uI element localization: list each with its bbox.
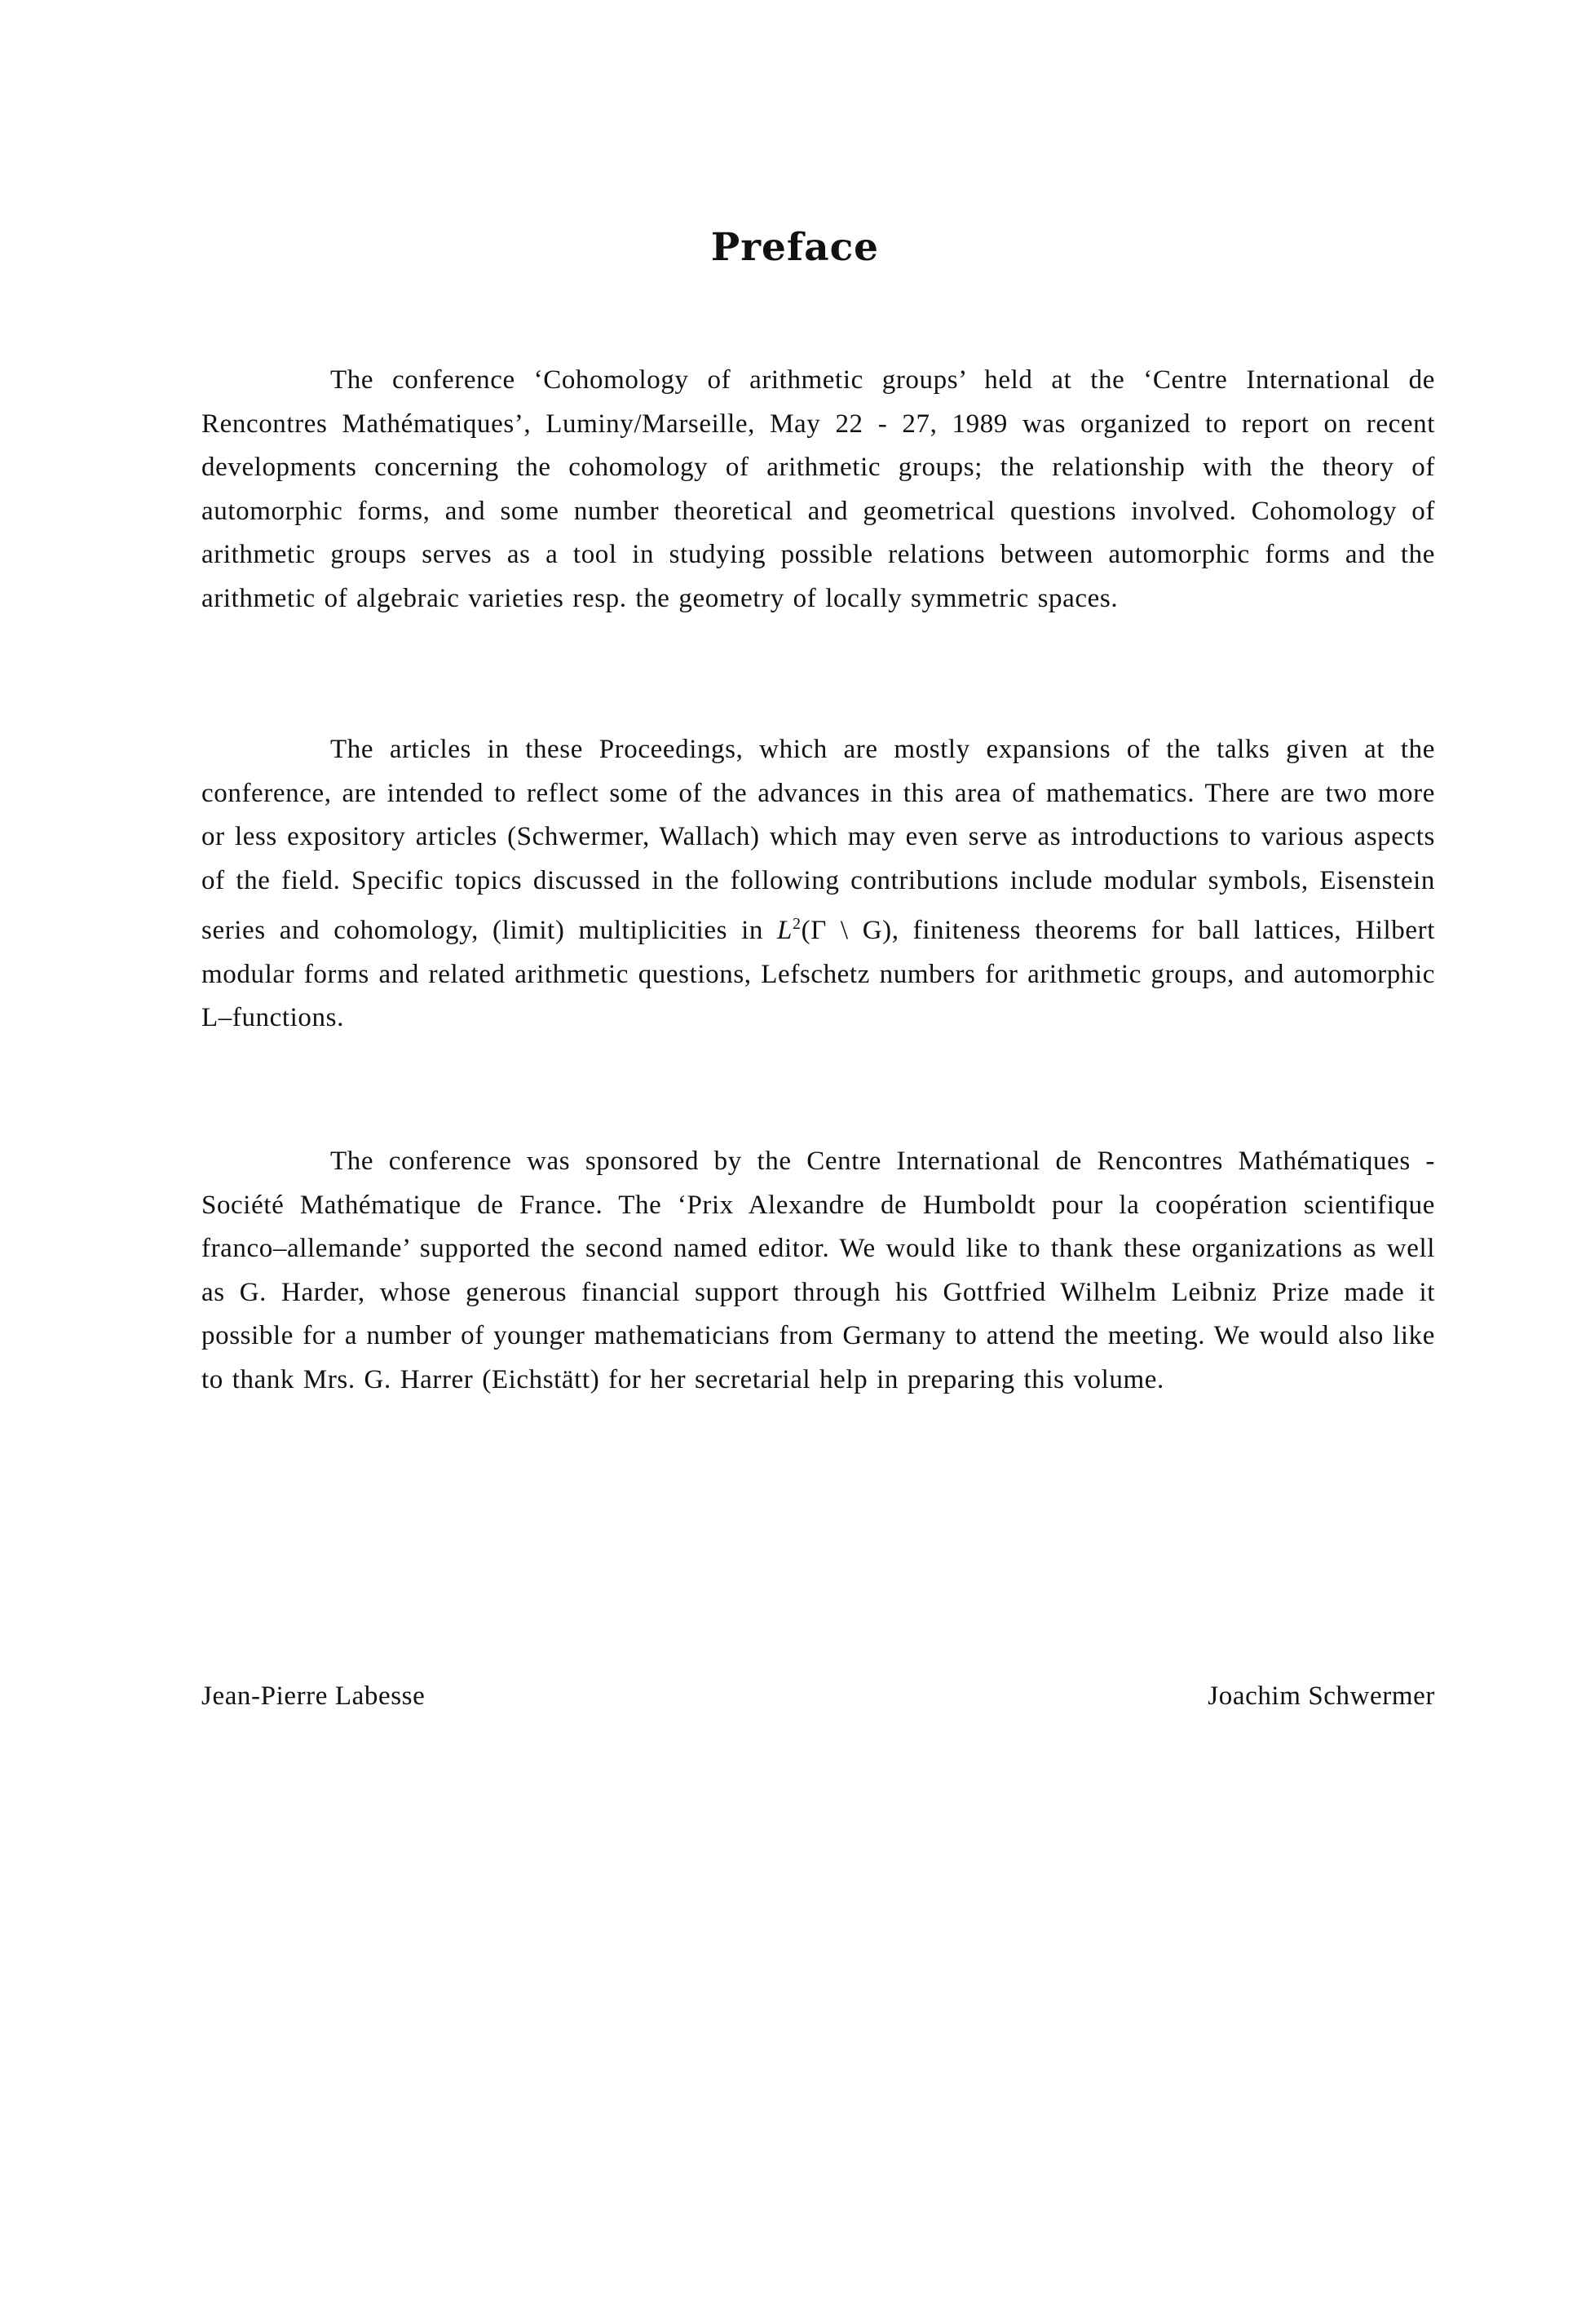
- paragraph-acknowledgements: The conference was sponsored by the Centre International de Rencontres Mathématiques - Société Mathématique de France. The ‘Prix Alexandre de Humboldt pour la coopération scientifique franco–allemande’ supported the second named editor. We would like to thank these organizations as well as G. Harder, whose generous financial support through his Gottfried Wilhelm Leibniz Prize made it possible for a number of younger mathematicians from Germany to attend the meeting. We would also like to thank Mrs. G. Harrer (Eichstätt) for her secretarial help in preparing this volume.: [201, 1147, 1435, 1394]
- math-superscript: 2: [793, 915, 802, 933]
- paragraph-conference-overview: The conference ‘Cohomology of arithmetic groups’ held at the ‘Centre International de Rencontres Mathématiques’, Luminy/Marseille, May 22 - 27, 1989 was organized to report on recent developments concerning the cohomology of arithmetic groups; the relationship with the theory of automorphic forms, and some number theoretical and geometrical questions involved. Cohomology of arithmetic groups serves as a tool in studying possible relations between automorphic forms and the arithmetic of algebraic varieties resp. the geometry of locally symmetric spaces.: [201, 365, 1435, 613]
- signature-right-editor: Joachim Schwermer: [1208, 1681, 1435, 1711]
- math-quotient: (Γ \ G): [801, 916, 892, 945]
- math-expression: [777, 916, 892, 945]
- math-L: L: [777, 916, 793, 945]
- page-title: Preface: [710, 225, 880, 271]
- paragraph-text-before-math: The articles in these Proceedings, which are mostly expansions of the talks given at the conference, are intended to reflect some of the advances in this area of mathematics. There are two more or less expository articles (Schwermer, Wallach) which may even serve as introductions to various aspects of the field. Specific topics discussed in the following contributions include modular symbols, Eisenstein series and cohomology, (limit) multiplicities in: [201, 735, 1435, 945]
- signature-left-editor: Jean-Pierre Labesse: [201, 1681, 426, 1711]
- paragraph-proceedings-contents: [201, 728, 1435, 1040]
- paragraph-text-after-math: , finiteness theorems for ball lattices, Hilbert modular forms and related arithmetic questions, Lefschetz numbers for arithmetic groups, and automorphic L–functions.: [201, 916, 1435, 1032]
